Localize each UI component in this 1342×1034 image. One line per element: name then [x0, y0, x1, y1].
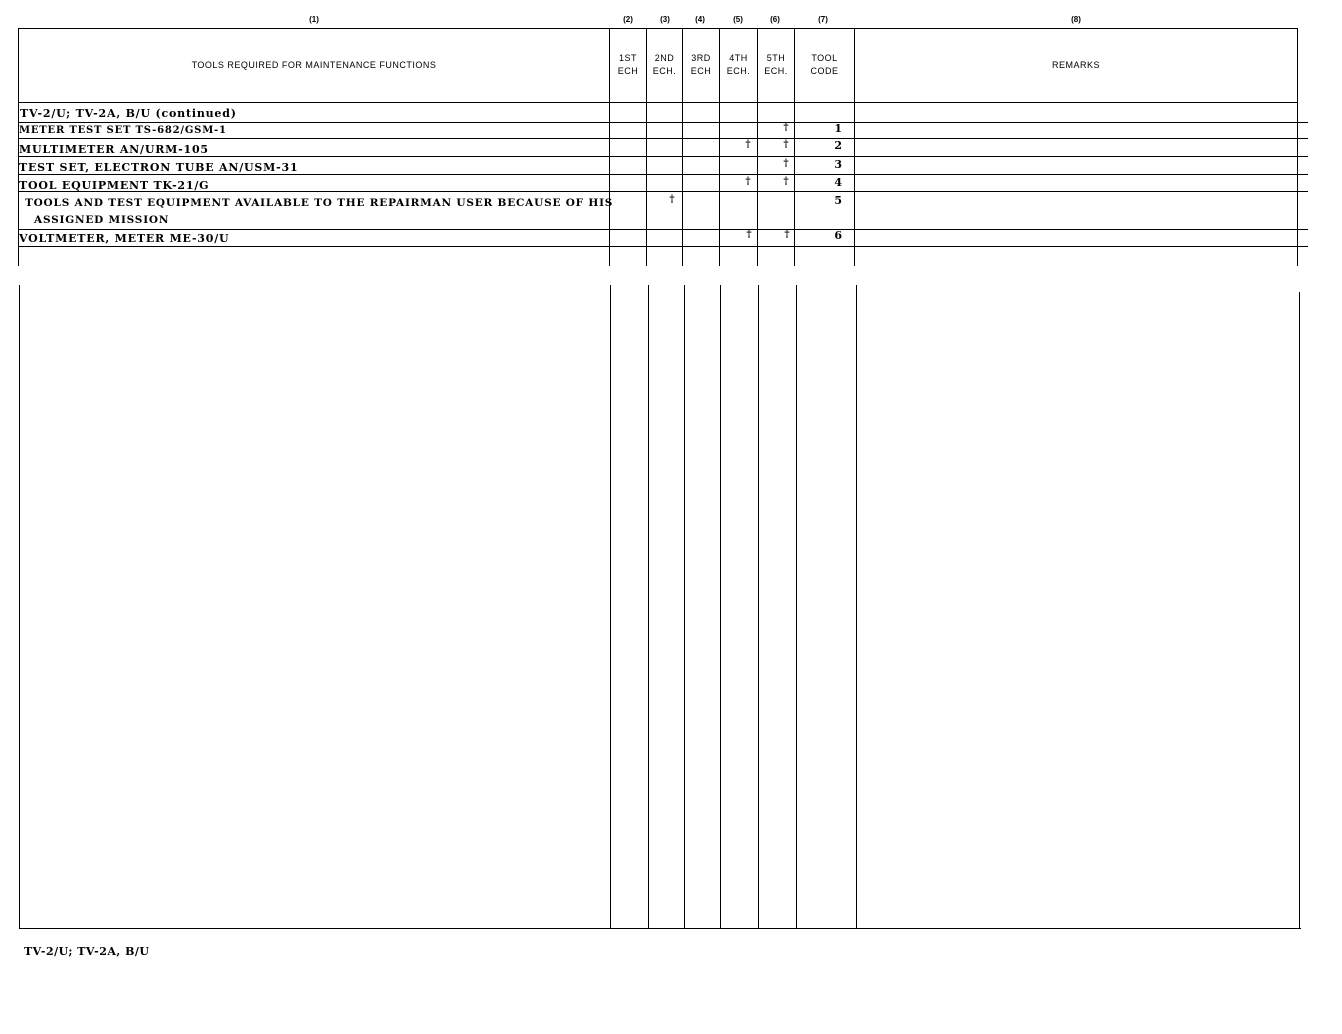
tool-code: 6	[834, 229, 842, 242]
header-ech3-line1: 3RD	[691, 53, 711, 63]
col-number-2: (2)	[623, 15, 633, 24]
row-separator	[18, 138, 1308, 139]
col-number-1: (1)	[309, 15, 319, 24]
row-separator	[18, 246, 1308, 247]
tool-name: TOOL EQUIPMENT TK-21/G	[19, 179, 210, 192]
header-ech1	[610, 52, 646, 78]
echelon-mark: †	[745, 176, 751, 187]
col-number-6: (6)	[770, 15, 780, 24]
tool-name: VOLTMETER, METER ME-30/U	[19, 232, 230, 245]
header-ech4	[720, 52, 757, 78]
echelon-mark: †	[746, 229, 752, 240]
table-top-border	[18, 28, 1298, 29]
header-ech2	[647, 52, 682, 78]
echelon-mark: †	[783, 139, 789, 150]
row-separator	[18, 191, 1308, 192]
col-divider	[19, 285, 20, 929]
header-tools: TOOLS REQUIRED FOR MAINTENANCE FUNCTIONS	[191, 60, 437, 70]
col-divider	[684, 285, 685, 929]
header-ech4-line1: 4TH	[729, 53, 748, 63]
section-title: TV-2/U; TV-2A, B/U (continued)	[20, 107, 237, 120]
tool-name-continued: ASSIGNED MISSION	[34, 214, 170, 226]
tool-name: MULTIMETER AN/URM-105	[19, 143, 209, 156]
table-bottom-border	[19, 928, 1301, 929]
page-footer: TV-2/U; TV-2A, B/U	[24, 945, 150, 958]
col-divider	[1297, 28, 1298, 266]
header-ech4-line2: ECH.	[726, 66, 751, 76]
col-divider	[856, 285, 857, 929]
col-divider	[648, 285, 649, 929]
row-separator	[18, 122, 1308, 123]
tool-name: METER TEST SET TS-682/GSM-1	[19, 125, 227, 136]
col-divider	[720, 285, 721, 929]
echelon-mark: †	[784, 229, 790, 240]
echelon-mark: †	[745, 139, 751, 150]
tool-name: TEST SET, ELECTRON TUBE AN/USM-31	[19, 161, 299, 174]
header-ech1-line1: 1ST	[618, 53, 637, 63]
header-ech1-line2: ECH	[617, 66, 639, 76]
echelon-mark: †	[783, 122, 789, 133]
row-separator	[18, 156, 1308, 157]
col-number-5: (5)	[733, 15, 743, 24]
col-divider	[610, 285, 611, 929]
header-ech5-line2: ECH.	[764, 66, 788, 76]
header-ech5-line1: 5TH	[766, 53, 786, 63]
header-ech2-line1: 2ND	[654, 53, 675, 63]
header-tool-code-line2: CODE	[810, 66, 839, 76]
col-number-8: (8)	[1071, 15, 1081, 24]
col-number-7: (7)	[818, 15, 828, 24]
col-number-4: (4)	[695, 15, 705, 24]
col-divider	[1299, 292, 1300, 929]
tool-code: 5	[834, 194, 842, 207]
row-separator	[18, 174, 1308, 175]
header-remarks: REMARKS	[1051, 60, 1100, 70]
header-bottom-border	[18, 102, 1298, 103]
header-ech5	[758, 52, 794, 78]
header-tool-code-line1: TOOL	[811, 53, 838, 63]
col-number-3: (3)	[660, 15, 670, 24]
row-separator	[18, 229, 1308, 230]
tool-code: 3	[834, 158, 842, 171]
col-divider	[796, 285, 797, 929]
header-ech3	[683, 52, 719, 78]
tool-code: 4	[834, 176, 842, 189]
header-ech3-line2: ECH	[690, 66, 712, 76]
echelon-mark: †	[669, 194, 675, 205]
tool-name: TOOLS AND TEST EQUIPMENT AVAILABLE TO THE REPAIRMAN USER BECAUSE OF HIS	[25, 197, 614, 209]
echelon-mark: †	[783, 158, 789, 169]
tool-code: 1	[834, 122, 842, 135]
header-ech2-line2: ECH.	[652, 66, 677, 76]
echelon-mark: †	[783, 176, 789, 187]
tool-code: 2	[834, 139, 842, 152]
header-tool-code	[795, 52, 854, 78]
col-divider	[758, 285, 759, 929]
